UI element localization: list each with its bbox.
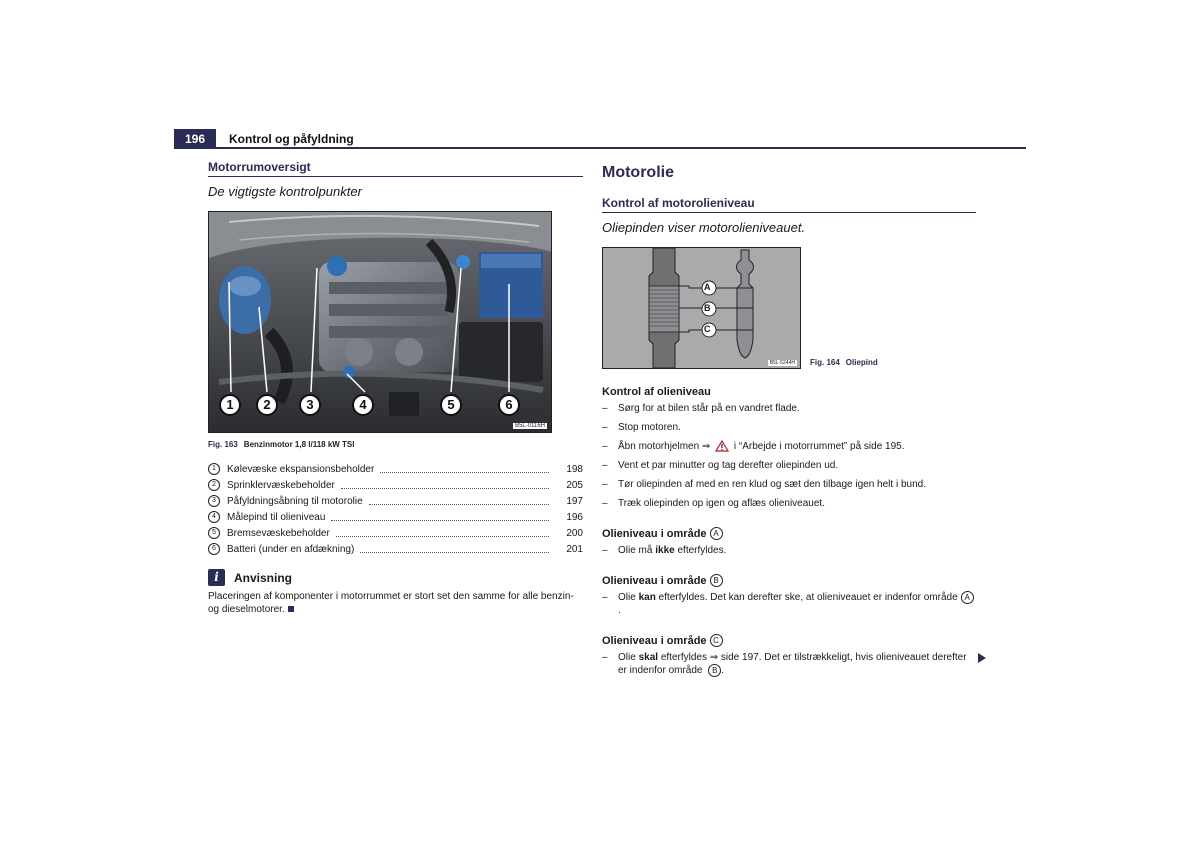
zone-heading-text: Olieniveau i område [602,634,707,647]
note-body: Placeringen af komponenter i motorrummet er stort set den samme for alle benzin- og dieselmotorer. [208,591,574,615]
legend-item [208,493,583,509]
step-text: Vent et par minutter og tag derefter oliepinden ud. [618,460,839,471]
zone-label-b: B [704,303,711,313]
legend-label: Påfyldningsåbning til motorolie [227,495,363,507]
figure-caption-164 [810,358,878,367]
zone-letter-c: C [710,634,723,647]
leader-dots [331,514,549,521]
step-text-after[interactable]: i “Arbejde i motorrummet” på side 195. [733,441,905,452]
legend-page-ref[interactable]: 198 [566,463,583,475]
step-item: – Tør oliepinden af med en ren klud og sæt den tilbage igen helt i bund. [602,478,976,491]
legend-item [208,541,583,557]
step-item: – Sørg for at bilen står på en vandret flade. [602,402,976,415]
legend-label: Målepind til olieniveau [227,511,326,523]
continue-arrow-icon [978,653,986,663]
note-text [208,590,583,616]
text-before: Olie [618,592,636,604]
dipstick-illustration [603,248,800,368]
callout-3: 3 [299,394,321,416]
note-title: Anvisning [234,570,293,585]
step-text-before: Åbn motorhjelmen ⇒ [618,441,711,452]
step-item: – Åbn motorhjelmen ⇒ i “Arbejde i motorrummet” på side 195. [602,441,905,452]
text-after: efterfyldes. [677,545,727,556]
zone-b-heading [602,574,976,587]
callout-6: 6 [498,394,520,416]
figure-number: Fig. 164 [810,358,840,367]
legend-number: 1 [208,463,220,475]
zone-heading-text: Olieniveau i område [602,574,707,587]
figure-caption-text: Oliepind [845,358,878,367]
end-of-section-marker [288,606,294,612]
topic-title: Motorolie [602,164,674,181]
zone-a-heading [602,527,976,540]
text-end: . [618,605,621,617]
warning-triangle-icon [715,440,729,452]
note-box [208,569,583,616]
left-column [208,160,583,616]
legend-number: 3 [208,495,220,507]
legend-number: 4 [208,511,220,523]
emphasis: ikke [655,545,675,556]
section-subtitle: De vigtigste kontrolpunkter [208,184,362,199]
leader-dots [336,530,549,537]
component-legend [208,461,583,557]
leader-dots [360,546,549,553]
zone-a-text: – Olie må ikke efterfyldes. [602,545,727,556]
legend-page-ref[interactable]: 200 [566,527,583,539]
figure-164-row [602,247,976,369]
text-after: efterfyldes. Det kan derefter ske, at olieniveauet er indenfor område [658,592,958,604]
info-icon: i [208,569,225,586]
step-text: Stop motoren. [618,422,681,433]
legend-item [208,509,583,525]
leader-dots [369,498,549,505]
note-header [208,569,583,586]
figure-number: Fig. 163 [208,440,238,449]
legend-number: 6 [208,543,220,555]
zone-letter-ref-b: B [708,664,721,677]
zone-b-text: – Olie kan efterfyldes. Det kan derefter ske, at olieniveauet er indenfor område A. [602,591,976,617]
dipstick-diagram [602,247,801,369]
check-heading: Kontrol af olieniveau [602,386,711,398]
photo-reference-code: B5L-0116H [515,423,545,429]
callout-1: 1 [219,394,241,416]
legend-item [208,477,583,493]
legend-label: Kølevæske ekspansionsbeholder [227,463,375,475]
zone-c-text: – Olie skal efterfyldes ⇒ side 197. Det er tilstrækkeligt, hvis olieniveauet derefter er indenfor område B . [602,652,967,677]
text-after[interactable]: efterfyldes ⇒ side 197. Det er tilstrækkeligt, hvis olieniveauet derefter er indenfor område [618,652,967,677]
figure-caption-text: Benzinmotor 1,8 l/118 kW TSI [243,440,355,449]
text-before: Olie må [618,545,653,556]
zone-label-c: C [704,324,711,334]
zone-letter-ref-a: A [961,591,974,604]
step-text: Træk oliepinden op igen og aflæs olieniveauet. [618,498,825,509]
legend-item [208,461,583,477]
legend-number: 2 [208,479,220,491]
step-item: – Træk oliepinden op igen og aflæs olieniveauet. [602,497,976,510]
zone-letter-a: A [710,527,723,540]
zone-heading-text: Olieniveau i område [602,527,707,540]
leader-dots [380,466,549,473]
legend-page-ref[interactable]: 205 [566,479,583,491]
zone-letter-b: B [710,574,723,587]
legend-item [208,525,583,541]
page-number: 196 [174,129,216,148]
step-item: – Stop motoren. [602,421,976,434]
step-item: – Vent et par minutter og tag derefter oliepinden ud. [602,459,976,472]
right-column [602,160,976,677]
legend-label: Bremsevæskebeholder [227,527,330,539]
legend-label: Sprinklervæskebeholder [227,479,335,491]
legend-label: Batteri (under en afdækning) [227,543,355,555]
legend-page-ref[interactable]: 196 [566,511,583,523]
text-end: . [721,665,725,677]
leader-dots [341,482,549,489]
section-subtitle: Oliepinden viser motorolieniveauet. [602,220,806,235]
section-title-engine-overview: Motorrumoversigt [208,160,583,177]
page-header [174,129,1026,149]
figure-caption-163 [208,440,583,449]
legend-page-ref[interactable]: 197 [566,495,583,507]
zone-label-a: A [704,282,711,292]
diagram-reference-code: B5L-5244H [769,360,795,366]
step-text: Tør oliepinden af med en ren klud og sæt den tilbage igen helt i bund. [618,479,926,490]
text-before: Olie [618,652,636,664]
legend-number: 5 [208,527,220,539]
callout-2: 2 [256,394,278,416]
legend-page-ref[interactable]: 201 [566,543,583,555]
callout-5: 5 [440,394,462,416]
step-text: Sørg for at bilen står på en vandret flade. [618,403,800,414]
chapter-title: Kontrol og påfyldning [229,132,354,146]
callout-4: 4 [352,394,374,416]
engine-bay-photo [208,211,552,433]
emphasis: skal [638,652,659,664]
section-title-oil-level: Kontrol af motorolieniveau [602,196,976,213]
zone-c-heading [602,634,976,647]
emphasis: kan [638,592,656,604]
